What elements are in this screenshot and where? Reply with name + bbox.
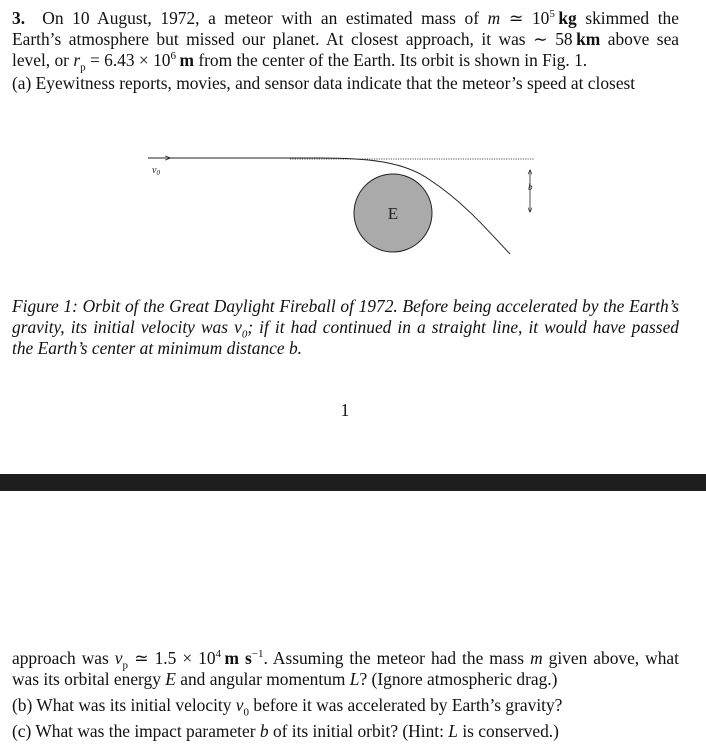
problem-statement xyxy=(12,8,679,94)
document-page-2 xyxy=(0,491,706,747)
caption-line-3: the Earth’s center at minimum distance b. xyxy=(12,338,302,358)
meteor-trajectory xyxy=(148,158,510,254)
caption-line-2: gravity, its initial velocity was $v_0$; if it had continued in a straight line, it would have passed xyxy=(12,317,679,341)
v0-label: $v_0$ xyxy=(152,165,160,177)
continued-line-2: was its orbital energy E and angular momentum L? (Ignore atmospheric drag.) xyxy=(12,669,558,689)
figure-caption xyxy=(12,296,679,359)
problem-line-1: 3. On 10 August, 1972, a meteor with an estimated mass of m ≃ $10^5$ kg skimmed the xyxy=(12,8,679,28)
problem-line-3: level, or $r_p = 6.43 \times 10^6$ m from the center of the Earth. Its orbit is shown in Fig. 1. xyxy=(12,50,588,74)
problem-line-2: Earth’s atmosphere but missed our planet. At closest approach, it was ∼ 58 km above sea xyxy=(12,29,680,49)
earth-label: E xyxy=(387,204,399,223)
part-a-line: (a) Eyewitness reports, movies, and sensor data indicate that the meteor’s speed at closest xyxy=(12,73,636,93)
part-b-line: (b) What was its initial velocity $v_0$ before it was accelerated by Earth’s gravity? xyxy=(12,695,563,719)
problem-number: 3. xyxy=(12,8,26,28)
continued-line-1: approach was $v_p$ ≃ $1.5 \times 10^4$ m $s^{-1}$. Assuming the meteor had the mass m given above, what xyxy=(12,648,679,672)
b-label: b xyxy=(528,182,533,192)
continued-text xyxy=(12,648,679,742)
page-number: 1 xyxy=(340,400,350,420)
page-separator xyxy=(0,474,706,491)
orbit-figure xyxy=(140,148,560,260)
part-c-line: (c) What was the impact parameter b of its initial orbit? (Hint: L is conserved.) xyxy=(12,721,559,741)
caption-line-1: Figure 1: Orbit of the Great Daylight Fireball of 1972. Before being accelerated by the Earth’s xyxy=(12,296,679,316)
